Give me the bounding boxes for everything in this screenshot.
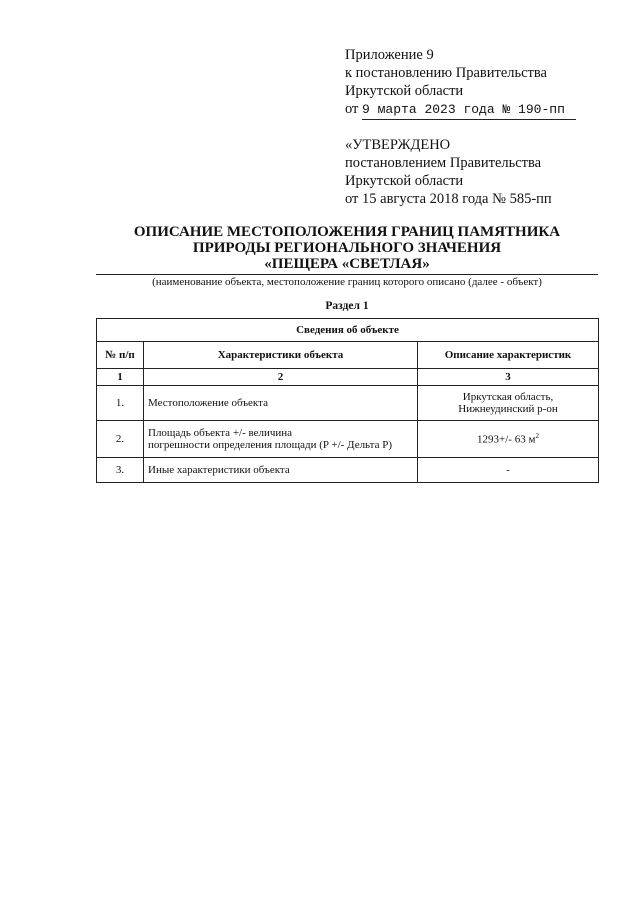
appendix-line-3: Иркутской области — [345, 83, 464, 99]
table-title-row — [97, 319, 599, 342]
table-row — [97, 458, 599, 483]
row-description-text: - — [506, 464, 510, 476]
table-title: Сведения об объекте — [97, 319, 599, 342]
row-description-text: 1293+/- 63 м — [477, 433, 536, 446]
appendix-date-value: 9 марта 2023 года № 190-пп — [362, 102, 565, 117]
approved-line-4: от 15 августа 2018 года № 585-пп — [345, 191, 552, 207]
row-number: 3. — [97, 458, 144, 483]
header-num: № п/п — [97, 342, 144, 369]
row-characteristic-line-1: Площадь объекта +/- величина — [148, 427, 293, 439]
row-characteristic-line-2: погрешности определения площади (P +/- Дельта P) — [148, 439, 393, 451]
row-number: 2. — [97, 421, 144, 458]
approved-block — [345, 136, 552, 208]
row-characteristic-text: Иные характеристики объекта — [148, 464, 290, 476]
title-caption: (наименование объекта, местоположение границ которого описано (далее - объект) — [152, 276, 542, 288]
title-line-1: ОПИСАНИЕ МЕСТОПОЛОЖЕНИЯ ГРАНИЦ ПАМЯТНИКА — [133, 224, 561, 240]
row-characteristic — [144, 386, 418, 421]
row-description — [418, 386, 599, 421]
row-characteristic-text: Местоположение объекта — [148, 397, 268, 409]
appendix-date-line — [345, 100, 576, 120]
row-number: 1. — [97, 386, 144, 421]
table-row — [97, 421, 599, 458]
appendix-date-prefix: от — [345, 101, 359, 117]
approved-line-2: постановлением Правительства — [345, 155, 542, 171]
table-column-numbers-row — [97, 369, 599, 386]
table-header-row — [97, 342, 599, 369]
title-line-2: ПРИРОДЫ РЕГИОНАЛЬНОГО ЗНАЧЕНИЯ — [192, 240, 502, 256]
title-line-3: «ПЕЩЕРА «СВЕТЛАЯ» — [264, 256, 430, 272]
appendix-block — [345, 46, 576, 120]
row-description-line-2: Нижнеудинский р-он — [458, 403, 558, 415]
appendix-line-1: Приложение 9 — [345, 47, 434, 63]
col-number-2: 2 — [144, 369, 418, 386]
row-description — [418, 421, 599, 458]
header-description: Описание характеристик — [418, 342, 599, 369]
row-description-line-1: Иркутская область, — [462, 391, 554, 403]
row-characteristic — [144, 458, 418, 483]
object-info-table — [96, 318, 599, 483]
appendix-line-2: к постановлению Правительства — [345, 65, 547, 81]
approved-line-1: «УТВЕРЖДЕНО — [345, 137, 451, 153]
col-number-1: 1 — [97, 369, 144, 386]
appendix-date-field — [362, 100, 576, 120]
row-description — [418, 458, 599, 483]
header-characteristics: Характеристики объекта — [144, 342, 418, 369]
document-title — [96, 224, 598, 275]
row-characteristic — [144, 421, 418, 458]
approved-line-3: Иркутской области — [345, 173, 464, 189]
table-row — [97, 386, 599, 421]
col-number-3: 3 — [418, 369, 599, 386]
area-unit-superscript: 2 — [535, 432, 539, 441]
section-heading: Раздел 1 — [325, 300, 369, 312]
